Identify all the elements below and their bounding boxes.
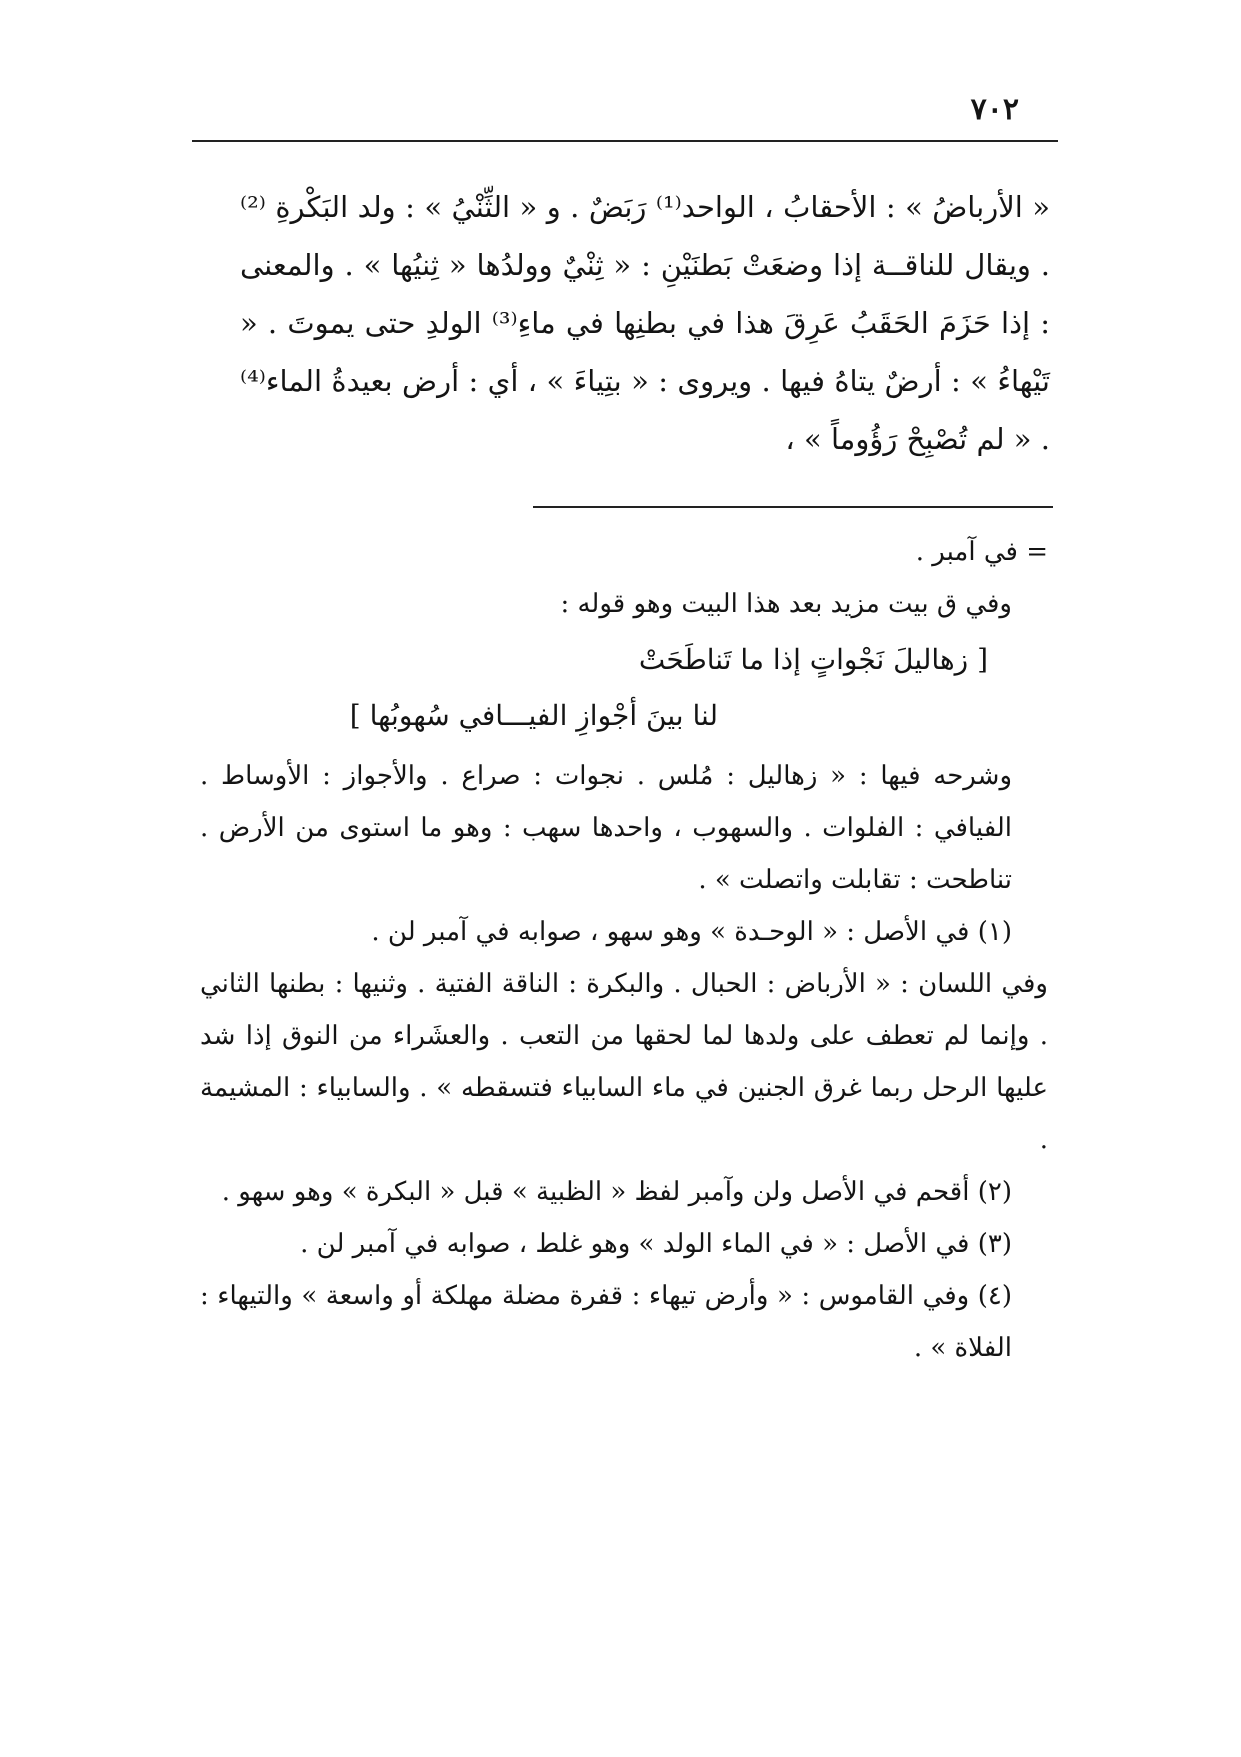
header-rule (192, 140, 1058, 142)
notes-section (200, 526, 1048, 1374)
page-number: ٧٠٢ (970, 92, 1019, 127)
note-continuation: = في آمبر . (915, 537, 1048, 567)
main-text (240, 178, 1050, 468)
footnote-1-rest: وفي اللسان : « الأرباض : الحبال . والبكرة : الناقة الفتية . وثنيها : بطنها الثاني . وإنما لم تعطف على ولدها لما لحقها من التعب . والعشَراء من النوق إذا شد عليها الرحل ربما غرق الجنين في ماء السابياء فتسقطه » . والسابياء : المشيمة . (200, 969, 1048, 1155)
footnote-2-first: (٢) أقحم في الأصل ولن وآمبر لفظ « الظبية » قبل « البكرة » وهو سهو . (221, 1177, 1012, 1207)
extra-verse-intro: وفي ق بيت مزيد بعد هذا البيت وهو قوله : (560, 589, 1012, 619)
verse-commentary: وشرحه فيها : « زهاليل : مُلس . نجوات : صراع . والأجواز : الأوساط . الفيافي : الفلوات . والسهوب ، واحدها سهب : وهو ما استوى من الأرض . تناطحت : تقابلت واتصلت » . (200, 761, 1012, 895)
footnote-4 (200, 1270, 1048, 1374)
footnote-3-first: (٣) في الأصل : « في الماء الولد » وهو غلط ، صوابه في آمبر لن . (300, 1229, 1012, 1259)
footnote-separator (533, 506, 1053, 508)
main-paragraph: « الأرباضُ » : الأحقابُ ، الواحد⁽¹⁾ رَبَضٌ . و « الثِّنْيُ » : ولد البَكْرةِ ⁽²⁾ . ويقال للناقــة إذا وضعَتْ بَطنَيْنِ : « ثِنْيٌ وولدُها « ثِنيُها » . والمعنى : إذا حَزَمَ الحَقَبُ عَرِقَ هذا في بطنِها في ماءِ⁽³⁾ الولدِ حتى يموتَ . « تَيْهاءُ » : أرضٌ يتاهُ فيها . ويروى : « بتِياءَ » ، أي : أرض بعيدةُ الماء⁽⁴⁾ . « لم تُصْبِحْ رَؤُوماً » ، (240, 190, 1051, 456)
footnote-4-first: (٤) وفي القاموس : « وأرض تيهاء : قفرة مضلة مهلكة أو واسعة » والتيهاء : الفلاة » . (200, 1281, 1012, 1363)
verse-block (200, 632, 1048, 744)
verse-line-1: [ زهاليلَ نَجْواتٍ إذا ما تَناطَحَتْ (638, 643, 988, 676)
footnote-3 (200, 1218, 1048, 1270)
footnote-1 (200, 906, 1048, 1166)
footnote-1-first: (١) في الأصل : « الوحـدة » وهو سهو ، صوابه في آمبر لن . (371, 917, 1012, 947)
footnote-2 (200, 1166, 1048, 1218)
verse-line-2: لنا بينَ أجْوازِ الفيـــافي سُهوبُها ] (349, 699, 718, 732)
